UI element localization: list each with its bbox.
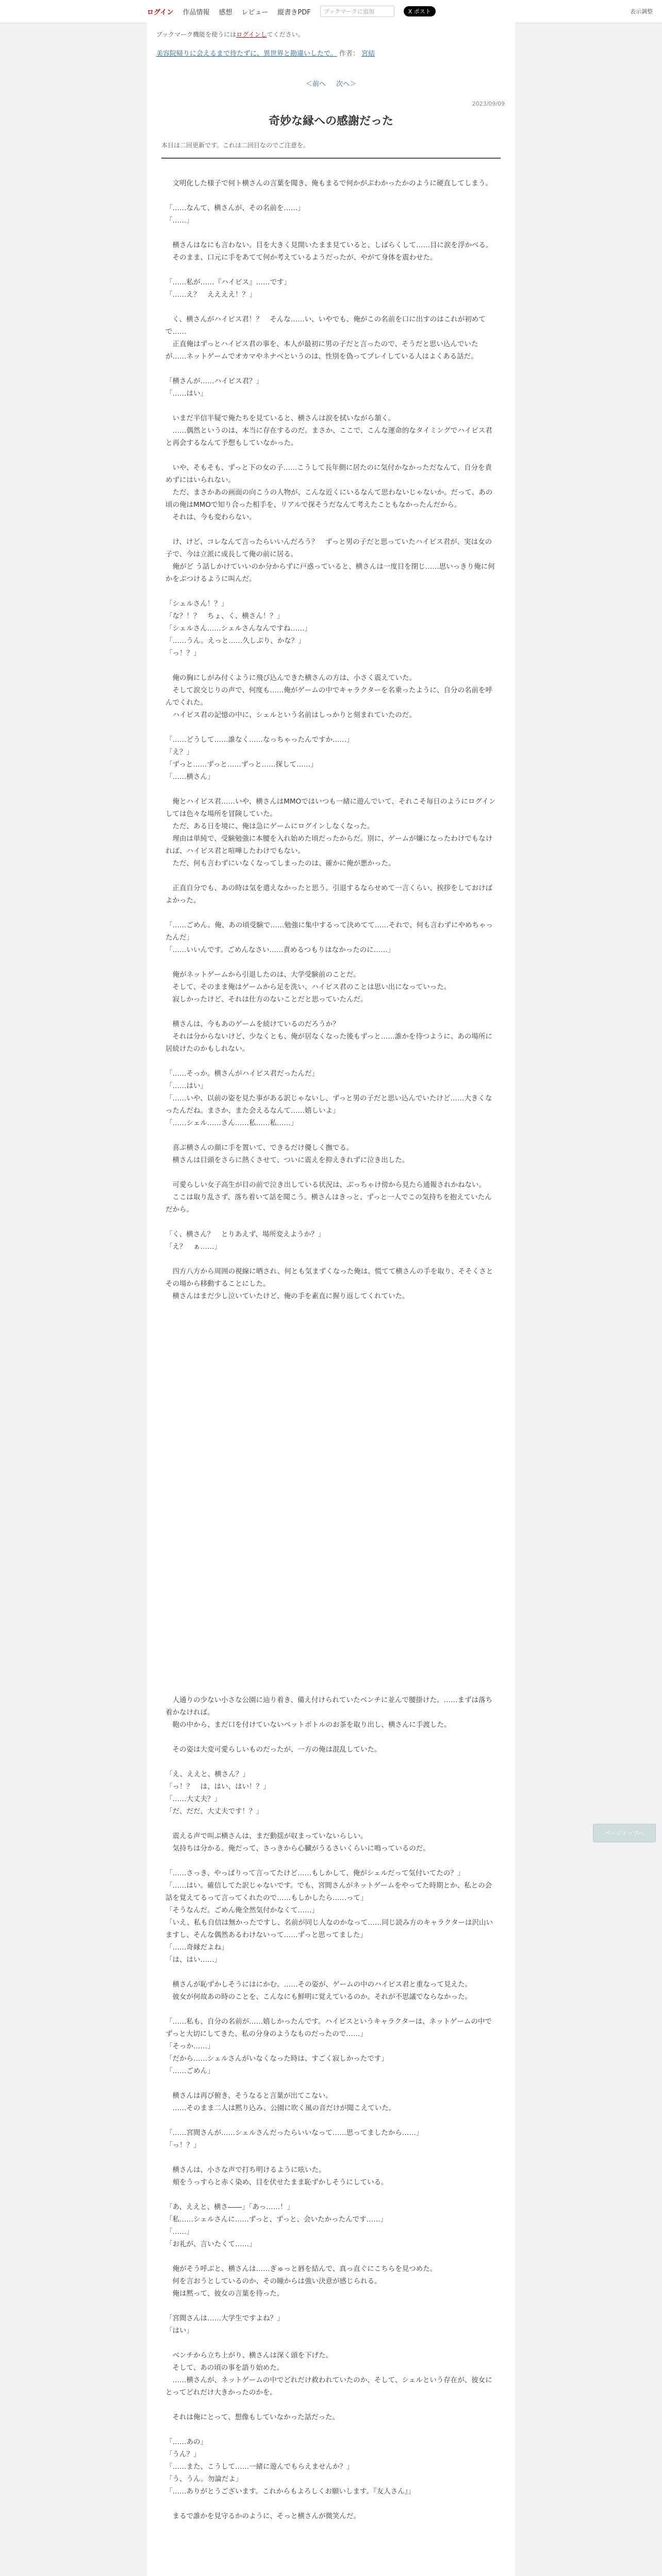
paragraph: [166, 2201, 496, 2250]
paragraph: [166, 177, 496, 190]
paragraph: [166, 1978, 496, 2003]
paragraph: [166, 202, 496, 227]
text-line: 「だ、だだ、大丈夫です！？」: [166, 1807, 263, 1816]
display-settings-link[interactable]: 表示調整: [630, 8, 653, 15]
text-line: 「っ！？」: [166, 2141, 201, 2149]
login-notice: [156, 30, 506, 39]
x-post-button[interactable]: X ポスト: [404, 6, 436, 16]
paragraph: [166, 882, 496, 907]
text-line: ……横さんが、ネットゲームの中でどれだけ救われていたのか、そして、シェルという存在が、彼女にとってどれだけ大きかったのかを。: [166, 2376, 492, 2397]
text-line: ただ、まさかあの画面の向こうの人物が、こんな近くにいるなんて思わないじゃないか。だって、あの頃の俺はMMOで知り合った相手を、リアルで探そうだなんて考えたこともなかったんだから。: [166, 488, 493, 509]
login-notice-suffix: てください。: [267, 31, 304, 38]
paragraph: [166, 795, 496, 870]
paragraph: [166, 2015, 496, 2077]
paragraph: [166, 375, 496, 400]
text-line: 「お礼が、言いたくて……」: [166, 2240, 256, 2248]
paragraph: [166, 412, 496, 449]
text-line: 「……」: [166, 2228, 193, 2236]
author-label: 作者：: [339, 50, 359, 58]
text-line: 理由は単純で、受験勉強に本腰を入れ始めた頃だったからだ。別に、ゲームが嫌になったわけでもなければ、ハイビス君と喧嘩したわけでもない。: [166, 835, 493, 855]
text-line: それは俺にとって、想像もしていなかった話だった。: [166, 2413, 339, 2421]
prev-chapter-link[interactable]: ＜前へ: [305, 80, 326, 88]
text-line: 「っ！？ は、はい、はい！？」: [166, 1783, 270, 1791]
text-line: ただ、ある日を境に、俺は急にゲームにログインしなくなった。: [166, 822, 374, 831]
text-line: いまだ半信半疑で俺たちを見ていると、横さんは涙を拭いながら頷く。: [166, 414, 395, 422]
text-line: 「……また、こうして……一緒に遊んでもらえませんか？」: [166, 2463, 354, 2471]
paragraph: [166, 313, 496, 363]
text-line: 「……なんて、横さんが、その名前を……」: [166, 204, 305, 212]
text-line: 寂しかったけど、それは仕方のないことだと思っていたんだ。: [166, 995, 368, 1004]
text-line: 鞄の中から、まだ口を付けていないペットボトルのお茶を取り出し、横さんに手渡した。: [166, 1721, 451, 1729]
chapter-body-part2: [166, 1694, 496, 2522]
paragraph: [166, 239, 496, 264]
text-line: 「横さんが……ハイビス君？」: [166, 377, 263, 385]
text-line: 「……いや、以前の姿を見た事がある訳じゃないし、ずっと男の子だと思い込んでいたけど……大きくなったんだね。まさか、また会えるなんて……嬉しいよ」: [166, 1094, 492, 1115]
text-line: そのまま、口元に手をあてて何か考えているようだったが、やがて身体を震わせた。: [166, 253, 437, 262]
paragraph: [166, 1228, 496, 1253]
paragraph: [166, 536, 496, 585]
paragraph: [166, 1265, 496, 1302]
text-line: 可愛らしい女子高生が目の前で泣き出している状況は、ぶっちゃけ傍から見たら通報されかねない。: [166, 1181, 486, 1189]
text-line: 「っ！？」: [166, 649, 201, 657]
text-line: 頬をうっすらと赤く染め、目を伏せたまま恥ずかしそうにしている。: [166, 2178, 388, 2187]
text-line: 俺は黙って、彼女の言葉を待った。: [166, 2290, 284, 2298]
text-line: 横さんは、小さな声で打ち明けるように呟いた。: [166, 2166, 326, 2174]
text-line: 横さんが恥ずかしそうにはにかむ。……その姿が、ゲームの中のハイビス君と重なって見えた。: [166, 1980, 472, 1989]
chapter-title: 奇妙な縁への感謝だった: [268, 115, 393, 128]
text-line: 喜ぶ横さんの顔に手を置いて、できるだけ優しく撫でる。: [166, 1144, 354, 1152]
paragraph: [166, 2090, 496, 2114]
text-line: 四方八方から周囲の視線に晒され、何とも気まずくなった俺は、慌てて横さんの手を取り、そそくさとその場から移動することにした。: [166, 1267, 493, 1288]
text-line: 「……あの」: [166, 2438, 207, 2446]
text-line: 俺の胸にしがみ付くように飛び込んできた横さんの方は、小さく震えていた。: [166, 674, 416, 682]
text-line: 「はい」: [166, 2327, 193, 2335]
text-line: 「あ、ええと、横さ――」「あっ……！」: [166, 2203, 294, 2211]
text-line: それは分からないけど、少なくとも、俺が居なくなった後もずっと……誰かを待つように、あの場所に居続けたのかもしれない。: [166, 1032, 492, 1053]
text-line: く、横さんがハイビス君！？ そんな……い、いやでも、俺がこの名前を口に出すのはこれが初めてで……: [166, 315, 486, 336]
text-line: 俺がネットゲームから引退したのは、大学受験前のことだ。: [166, 971, 360, 979]
paragraph: [166, 1867, 496, 1966]
text-line: 「……大丈夫？」: [166, 1795, 221, 1803]
text-line: 「……」: [166, 216, 193, 225]
paragraph: [166, 1142, 496, 1166]
text-line: 「……私も、自分の名前が……嬉しかったんです。ハイビスというキャラクターは、ネットゲームの中でずっと大切にしてきた、私の分身のようなものだったので……」: [166, 2018, 492, 2038]
paragraph: [166, 2164, 496, 2189]
text-line: 「……はい」: [166, 389, 207, 398]
series-line: [156, 48, 506, 58]
text-line: 「……シェル……さん……私……私……」: [166, 1119, 298, 1127]
paragraph: [166, 672, 496, 721]
text-line: 「……私が……『ハイビス』……です」: [166, 278, 291, 286]
text-line: 「……横さん」: [166, 773, 214, 781]
series-title-link[interactable]: 美容院帰りに会えるまで待たずに、異世界と勘違いしたで。: [156, 50, 337, 58]
text-line: そして、そのまま俺はゲームから足を洗い、ハイビス君のことは思い出になっていった。: [166, 983, 451, 991]
novel-page: [147, 23, 515, 2576]
text-line: 震える声で叫ぶ横さんは、まだ動揺が収まっていないらしい。: [166, 1832, 368, 1840]
top-nav: [147, 0, 436, 23]
text-line: 「え？」: [166, 748, 193, 756]
text-line: 俺とハイビス君……いや、横さんはMMOではいつも一緒に遊んでいて、それこそ毎日のようにログインしては色々な場所を冒険していた。: [166, 798, 496, 818]
text-line: そして涙交じりの声で、何度も……俺がゲームの中でキャラクターを名乗ったように、自分の名前を呼んでくれた。: [166, 686, 492, 707]
paragraph: [166, 919, 496, 956]
text-line: 正直自分でも、あの時は気を遣えなかったと思う。引退するならせめて一言くらい、挨拶をしておけばよかった。: [166, 884, 493, 905]
text-line: 「いえ、私も自信は無かったですし、名前が同じ人なのかなって……同じ読み方のキャラクターは沢山いますし、そんな偶然あるわけないって……ずっと思ってました」: [166, 1919, 493, 1939]
text-line: 横さんは目頭をさらに熱くさせて、ついに震えを抑えきれずに泣き出した。: [166, 1156, 409, 1164]
text-line: 「……はい。確信してた訳じゃないです。でも、宮間さんがネットゲームをやってた時期とか、私との会話を覚えてるって言ってくれたので……もしかしたら……って」: [166, 1882, 492, 1902]
login-notice-link[interactable]: ログインし: [236, 31, 267, 38]
text-line: 「……え？ ええええ！？」: [166, 291, 256, 299]
paragraph: [166, 969, 496, 1006]
text-line: ……偶然というのは、本当に存在するのだ。まさか、ここで、こんな運命的なタイミングでハイビス君と再会するなんて予想もしていなかった。: [166, 427, 492, 447]
text-line: 「……うん。えっと……久しぶり、かな？」: [166, 637, 305, 645]
publish-date: 2023/09/09: [472, 100, 505, 107]
chapter-body-part1: [166, 177, 496, 1302]
text-line: 「そうなんだ。ごめん俺全然気付かなくて……」: [166, 1906, 319, 1914]
text-line: 横さんは、今もあのゲームを続けているのだろうか？: [166, 1020, 340, 1028]
paragraph: [166, 276, 496, 301]
chapter-pager: [147, 78, 515, 88]
paragraph: [166, 2349, 496, 2399]
text-line: 「シェルさん……シェルさんなんですね……」: [166, 624, 311, 633]
text-line: 「く、横さん？ とりあえず、場所変えようか？」: [166, 1230, 325, 1239]
text-line: 俺がど う話しかけていいのか分からずに戸惑っていると、横さんは一度目を閉じ……思いっきり俺に何かをぶつけるように叫んだ。: [166, 563, 495, 583]
text-line: 「……いいんです。ごめんなさい……責めるつもりはなかったのに……」: [166, 946, 395, 954]
paragraph: [166, 1067, 496, 1129]
paragraph: [166, 2127, 496, 2151]
author-link[interactable]: 宮結: [361, 50, 375, 58]
text-line: まるで誰かを見守るかのように、そっと横さんが微笑んだ。: [166, 2512, 360, 2520]
text-line: 「……どうして……誰なく……なっちゃったんですか……」: [166, 736, 354, 744]
section-break: [147, 1315, 515, 1675]
text-line: 俺がそう呼ぶと、横さんは……ぎゅっと唇を結んで、真っ直ぐにこちらを見つめた。: [166, 2265, 437, 2273]
paragraph: [166, 1018, 496, 1055]
text-line: 横さんは再び俯き、そうなると言葉が出てこない。: [166, 2092, 333, 2100]
text-line: 彼女が何故あの時のことを、こんなにも鮮明に覚えているのか。それが不思議でならなかった。: [166, 1993, 472, 2001]
text-line: それは、今も変わらない。: [166, 513, 256, 521]
paragraph: [166, 1694, 496, 1731]
text-line: 「うん？」: [166, 2450, 201, 2459]
paragraph: [166, 462, 496, 523]
text-line: いや、そもそも、ずっと下の女の子……こうして長年側に居たのに気付かなかっただなんて、自分を責めずにはいられない。: [166, 464, 492, 484]
text-line: 「え、ええと、横さん？」: [166, 1770, 250, 1778]
nav-review[interactable]: レビュー: [241, 8, 269, 16]
page-top-button[interactable]: ページトップへ: [593, 1824, 656, 1842]
text-line: 「……さっき、やっぱりって言ってたけど……もしかして、俺がシェルだって気付いてたの？」: [166, 1869, 465, 1877]
text-line: ハイビス君の記憶の中に、シェルという名前はしっかりと刻まれていたのだ。: [166, 711, 416, 719]
paragraph: [166, 734, 496, 783]
text-line: 気持ちは分かる。俺だって、さっきから心臓がうるさいくらいに鳴っているのだ。: [166, 1844, 430, 1853]
text-line: 人通りの少ない小さな公園に辿り着き、備え付けられていたベンチに並んで腰掛けた。……まずは落ち着かなければ。: [166, 1696, 492, 1717]
paragraph: [166, 1743, 496, 1756]
text-line: ベンチから立ち上がり、横さんは深く頭を下げた。: [166, 2351, 333, 2360]
text-line: 「……ごめん。俺、あの頃受験で……勉強に集中するって決めてて……それで、何も言わずにやめちゃったんだ」: [166, 921, 493, 942]
text-line: け、けど、コレなんて言ったらいいんだろう？ ずっと男の子だと思っていたハイビス君が、実は女の子で、今は立派に成長して俺の前に居る。: [166, 538, 492, 558]
text-line: その姿は大変可愛らしいものだったが、一方の俺は混乱していた。: [166, 1745, 382, 1754]
text-line: そして、あの頃の事を語り始めた。: [166, 2364, 284, 2372]
text-line: 「え？ ぁ……」: [166, 1243, 221, 1251]
text-line: ここは取り乱さず、落ち着いて話を聞こう。横さんはきっと、ずっと一人でこの気持ちを抱えていたんだから。: [166, 1193, 492, 1214]
text-line: 「……宮間さんが……シェルさんだったらいいなって……思ってましたから……」: [166, 2129, 423, 2137]
paragraph: [166, 1179, 496, 1216]
nav-work-info[interactable]: 作品情報: [183, 8, 210, 16]
chapter-preface: 本日は二回更新です。これは二回目なのでご注意を。: [161, 141, 501, 159]
paragraph: [166, 1768, 496, 1818]
paragraph: [166, 2510, 496, 2522]
text-line: 「……奇縁だよね」: [166, 1943, 228, 1952]
top-header-bar: [0, 0, 662, 23]
text-line: 「……ごめん」: [166, 2067, 214, 2075]
login-link[interactable]: ログイン: [147, 8, 174, 16]
text-line: 正直俺はずっとハイビス君の事を、本人が最初に男の子だと言ったので、そうだと思い込んでいたが……ネットゲームでオカマやネナベというのは、性別を偽ってプレイしている人はよくある話だ。: [166, 340, 478, 361]
paragraph: [166, 2263, 496, 2300]
login-notice-prefix: ブックマーク機能を使うには: [156, 31, 237, 38]
text-line: 「な？！？ ちょ、く、横さん！？」: [166, 612, 284, 620]
text-line: ……そのまま二人は黙り込み、公園に吹く風の音だけが聞こえていた。: [166, 2104, 396, 2112]
page-header: [147, 23, 515, 58]
paragraph: [166, 2312, 496, 2337]
next-chapter-link[interactable]: 次へ＞: [336, 80, 357, 88]
text-line: 横さんはなにも言わない。目を大きく見開いたまま見ていると、しばらくして……目に涙を浮かべる。: [166, 241, 493, 249]
text-line: 何を言おうとしているのか、その瞳からは強い決意が感じられる。: [166, 2277, 382, 2285]
text-line: 「宮間さんは……大学生ですよね？」: [166, 2314, 284, 2323]
text-line: 「だから……シェルさんがいなくなった時は、すごく寂しかったです」: [166, 2055, 388, 2063]
text-line: ただ、何も言わずにいなくなってしまったのは、確かに俺が悪かった。: [166, 859, 395, 868]
text-line: 「う、うん。勿論だよ」: [166, 2475, 243, 2483]
text-line: 「……はい」: [166, 1082, 207, 1090]
nav-impressions[interactable]: 感想: [219, 8, 233, 16]
nav-vertical-pdf[interactable]: 縦書きPDF: [277, 8, 311, 16]
bookmark-add-button[interactable]: ブックマークに追加: [320, 6, 394, 17]
paragraph: [166, 2436, 496, 2498]
text-line: 「私……シェルさんに……ずっと、ずっと、会いたかったんです……」: [166, 2215, 388, 2224]
text-line: 「……ありがとうございます。これからもよろしくお願いします。『友人さん』」: [166, 2487, 415, 2496]
paragraph: [166, 1830, 496, 1855]
text-line: 「ずっと……ずっと……ずっと……探して……」: [166, 760, 318, 769]
text-line: 「そっか……」: [166, 2042, 214, 2050]
paragraph: [166, 598, 496, 659]
text-line: 横さんはまだ少し泣いていたけど、俺の手を素直に握り返してくれていた。: [166, 1292, 409, 1300]
text-line: 「……そっか。横さんがハイビス君だったんだ」: [166, 1070, 319, 1078]
text-line: 「シェルさん！？」: [166, 600, 228, 608]
text-line: 「は、はい……」: [166, 1956, 221, 1964]
text-line: 文明化した様子で何ト横さんの言葉を聞き、俺もまるで何かがぶわかったかのように硬直してしまう。: [166, 179, 492, 188]
paragraph: [166, 2411, 496, 2424]
